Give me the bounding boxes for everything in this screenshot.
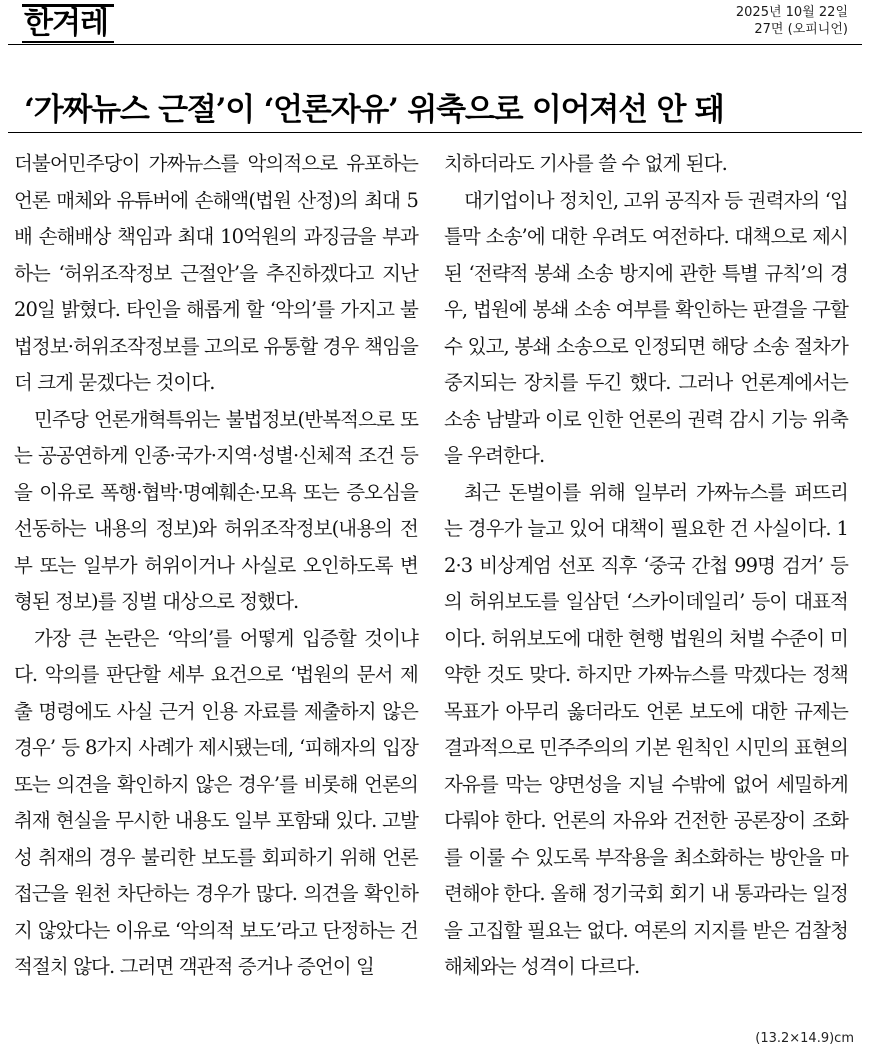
newspaper-page [0,4,870,1054]
newspaper-logo: 한겨레 [22,4,114,43]
masthead [14,4,856,41]
column-left [14,146,418,986]
paragraph: 가장 큰 논란은 ‘악의’를 어떻게 입증할 것이냐다. 악의를 판단할 세부 요건으로 ‘법원의 문서 제출 명령에도 사실 근거 인용 자료를 제출하지 않은 경우’ 등 8가지 사례가 제시됐는데, ‘피해자의 입장 또는 의견을 확인하지 않은 경우’를 비롯해 언론의 취재 현실을 무시한 내용도 일부 포함돼 있다. 고발성 취재의 경우 불리한 보도를 회피하기 위해 언론 접근을 원천 차단하는 경우가 많다. 의견을 확인하지 않았다는 이유로 ‘악의적 보도’라고 단정하는 건 적절치 않다. 그러면 객관적 증거나 증언이 일 [14,626,418,978]
divider-top [8,44,862,45]
page-number-section: 27면 (오피니언) [754,22,848,37]
paragraph: 대기업이나 정치인, 고위 공직자 등 권력자의 ‘입틀막 소송’에 대한 우려도 여전하다. 대책으로 제시된 ‘전략적 봉쇄 소송 방지에 관한 특별 규칙’의 경우, 법원에 봉쇄 소송 여부를 확인하는 판결을 구할 수 있고, 봉쇄 소송으로 인정되면 해당 소송 절차가 중지되는 장치를 두긴 했다. 그러나 언론계에서는 소송 남발과 이로 인한 언론의 권력 감시 기능 위축을 우려한다. [444,188,848,467]
publication-date: 2025년 10월 22일 [735,5,848,20]
article-body [14,146,856,986]
paragraph: 더불어민주당이 가짜뉴스를 악의적으로 유포하는 언론 매체와 유튜버에 손해액(법원 산정)의 최대 5배 손해배상 책임과 최대 10억원의 과징금을 부과하는 ‘허위조작정보 근절안’을 추진하겠다고 지난 20일 밝혔다. 타인을 해롭게 할 ‘악의’를 가지고 불법정보·허위조작정보를 고의로 유통할 경우 책임을 더 크게 묻겠다는 것이다. [14,152,418,394]
paragraph: 민주당 언론개혁특위는 불법정보(반복적으로 또는 공공연하게 인종·국가·지역·성별·신체적 조건 등을 이유로 폭행·협박·명예훼손·모욕 또는 증오심을 선동하는 내용의 정보)와 허위조작정보(내용의 전부 또는 일부가 허위이거나 사실로 오인하도록 변형된 정보)를 징벌 대상으로 정했다. [14,407,418,613]
clipping-size-label: (13.2×14.9)cm [755,1031,854,1046]
paragraph: 최근 돈벌이를 위해 일부러 가짜뉴스를 퍼뜨리는 경우가 늘고 있어 대책이 필요한 건 사실이다. 12·3 비상계엄 선포 직후 ‘중국 간첩 99명 검거’ 등의 허위보도를 일삼던 ‘스카이데일리’ 등이 대표적이다. 허위보도에 대한 현행 법원의 처벌 수준이 미약한 것도 맞다. 하지만 가짜뉴스를 막겠다는 정책 목표가 아무리 옳더라도 언론 보도에 대한 규제는 결과적으로 민주주의의 기본 원칙인 시민의 표현의 자유를 막는 양면성을 지닐 수밖에 없어 세밀하게 다뤄야 한다. 언론의 자유와 건전한 공론장이 조화를 이룰 수 있도록 부작용을 최소화하는 방안을 마련해야 한다. 올해 정기국회 회기 내 통과라는 일정을 고집할 필요는 없다. 여론의 지지를 받은 검찰청 해체와는 성격이 다르다. [444,480,848,978]
paragraph: 치하더라도 기사를 쓸 수 없게 된다. [444,152,727,175]
column-right [444,146,848,986]
masthead-meta [736,4,848,38]
article-headline: ‘가짜뉴스 근절’이 ‘언론자유’ 위축으로 이어져선 안 돼 [24,92,724,128]
divider-under-headline [8,132,862,133]
